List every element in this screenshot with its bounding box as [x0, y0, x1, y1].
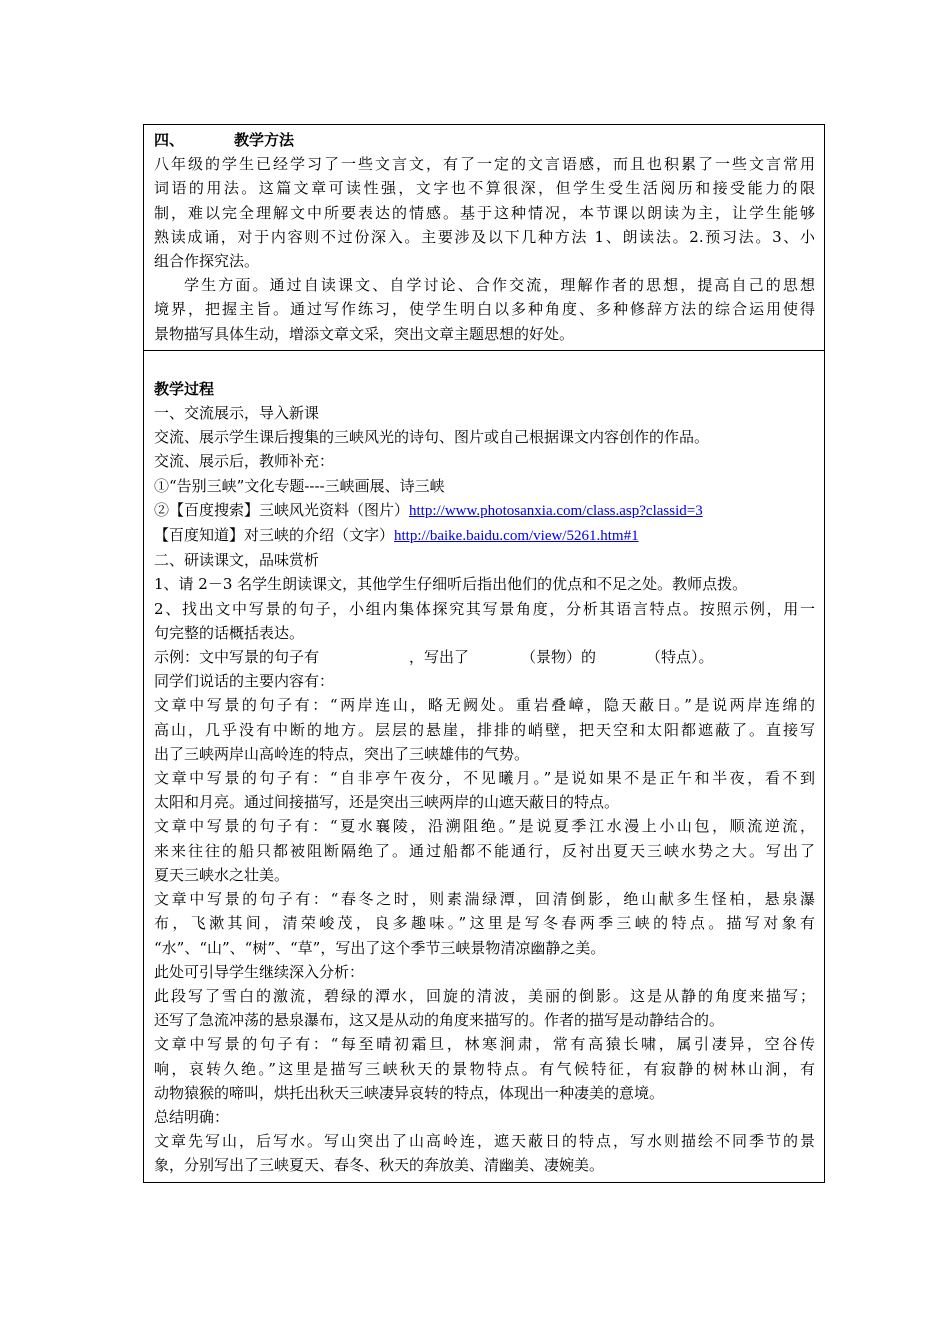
analysis-line: 文章中写景的句子有：“夏水襄陵，沿溯阻绝。”是说夏季江水漫上小山包，顺流逆流，	[154, 817, 815, 836]
resource-item: ①“告别三峡”文化专题----三峡画展、诗三峡	[154, 476, 445, 495]
summary-title: 总结明确：	[154, 1107, 230, 1126]
analysis-line: 文章中写景的句子有：“自非亭午夜分，不见曦月。”是说如果不是正午和半夜，看不到	[154, 769, 815, 788]
analysis-line: 文章中写景的句子有：“两岸连山，略无阙处。重岩叠嶂，隐天蔽日。”是说两岸连绵的	[154, 696, 815, 715]
photo-resource-link[interactable]: http://www.photosanxia.com/class.asp?classid=3	[409, 502, 703, 519]
autumn-line: 响，哀转久绝。”这里是描写三峡秋天的景物特点。有气候特征，有寂静的树林山涧，有	[154, 1059, 815, 1078]
method-text-line: 词语的用法。这篇文章可读性强，文字也不算很深，但学生受生活阅历和接受能力的限	[154, 179, 815, 198]
autumn-line: 动物猿猴的啼叫，烘托出秋天三峡凄异哀转的特点，体现出一种凄美的意境。	[154, 1083, 665, 1102]
process-row	[144, 350, 825, 1182]
analysis-line: 出了三峡两岸山高岭连的特点，突出了三峡雄伟的气势。	[154, 744, 530, 763]
student-text-line: 学生方面。通过自读课文、自学讨论、合作交流，理解作者的思想，提高自己的思想	[184, 276, 815, 295]
guide-title: 此处可引导学生继续深入分析：	[154, 962, 365, 981]
teaching-process-cell	[144, 350, 825, 1182]
guide-line: 还写了急流冲荡的悬泉瀑布，这又是从动的角度来描写的。作者的描写是动静结合的。	[154, 1011, 725, 1030]
text-line: 交流、展示学生课后搜集的三峡风光的诗句、图片或自己根据课文内容创作的作品。	[154, 428, 710, 447]
teaching-method-cell	[144, 125, 825, 351]
resource-label: 【百度知道】对三峡的介绍（文字）	[154, 526, 395, 545]
summary-line: 文章先写山，后写水。写山突出了山高岭连，遮天蔽日的特点，写水则描绘不同季节的景	[154, 1132, 815, 1151]
resource-label: ②【百度搜索】三峡风光资料（图片）	[154, 500, 410, 519]
example-line	[154, 645, 815, 669]
analysis-line: “水”、“山”、“树”、“草”，写出了这个季节三峡景物清凉幽静之美。	[154, 938, 606, 957]
resource-item	[154, 523, 815, 548]
method-text-line: 制，难以完全理解文中所要表达的情感。基于这种情况，本节课以朗读为主，让学生能够	[154, 203, 815, 222]
resource-item	[154, 498, 815, 523]
analysis-line: 文章中写景的句子有：“春冬之时，则素湍绿潭，回清倒影，绝山献多生怪柏，悬泉瀑	[154, 890, 815, 909]
text-line: 2、找出文中写景的句子，小组内集体探究其写景角度，分析其语言特点。按照示例，用一	[154, 599, 815, 618]
text-line: 同学们说话的主要内容有：	[154, 672, 335, 691]
analysis-line: 来来往往的船只都被阻断隔绝了。通过船都不能通行，反衬出夏天三峡水势之大。写出了	[154, 841, 815, 860]
method-row	[144, 125, 825, 351]
method-heading	[154, 128, 815, 152]
section-one-title: 一、交流展示，导入新课	[154, 404, 320, 423]
example-part: （景物）的	[521, 648, 597, 667]
method-heading-title: 教学方法	[234, 131, 295, 149]
baike-resource-link[interactable]: http://baike.baidu.com/view/5261.htm#1	[394, 528, 639, 545]
student-text-line: 境界，把握主旨。通过写作练习，使学生明白以多种角度、多种修辞方法的综合运用使得	[154, 300, 815, 319]
analysis-line: 太阳和月亮。通过间接描写，还是突出三峡两岸的山遮天蔽日的特点。	[154, 793, 620, 812]
lesson-plan-table	[143, 124, 825, 1183]
text-line: 句完整的话概括表达。	[154, 623, 305, 642]
method-text-line: 组合作探究法。	[154, 252, 260, 271]
example-part: ，写出了	[409, 648, 470, 667]
text-line: 交流、展示后，教师补充：	[154, 452, 335, 471]
analysis-line: 高山，几乎没有中断的地方。层层的悬崖，排排的峭壁，把天空和太阳都遮蔽了。直接写	[154, 720, 815, 739]
guide-line: 此段写了雪白的激流，碧绿的潭水，回旋的清波，美丽的倒影。这是从静的角度来描写；	[154, 986, 815, 1005]
method-text-line: 八年级的学生已经学习了一些文言文，有了一定的文言语感，而且也积累了一些文言常用	[154, 155, 815, 174]
example-part: （特点）。	[646, 648, 714, 667]
method-heading-number: 四、	[154, 131, 185, 149]
student-text-line: 景物描写具体生动，增添文章文采，突出文章主题思想的好处。	[154, 324, 575, 343]
autumn-line: 文章中写景的句子有：“每至晴初霜旦，林寒涧肃，常有高猿长啸，属引凄异，空谷传	[154, 1035, 815, 1054]
method-text-line: 熟读成诵，对于内容则不过份深入。主要涉及以下几种方法 1、朗读法。2.预习法。3、小	[154, 227, 815, 246]
process-title: 教学过程	[154, 379, 215, 398]
analysis-line: 夏天三峡水之壮美。	[154, 865, 290, 884]
summary-line: 象，分别写出了三峡夏天、春冬、秋天的奔放美、清幽美、凄婉美。	[154, 1156, 605, 1175]
example-part: 示例：文中写景的句子有	[154, 648, 320, 667]
text-line: 1、请 2－3 名学生朗读课文，其他学生仔细听后指出他们的优点和不足之处。教师点拨。	[154, 575, 748, 594]
section-two-title: 二、研读课文，品味赏析	[154, 551, 320, 570]
analysis-line: 布，飞漱其间，清荣峻茂，良多趣味。”这里是写冬春两季三峡的特点。描写对象有	[154, 914, 815, 933]
